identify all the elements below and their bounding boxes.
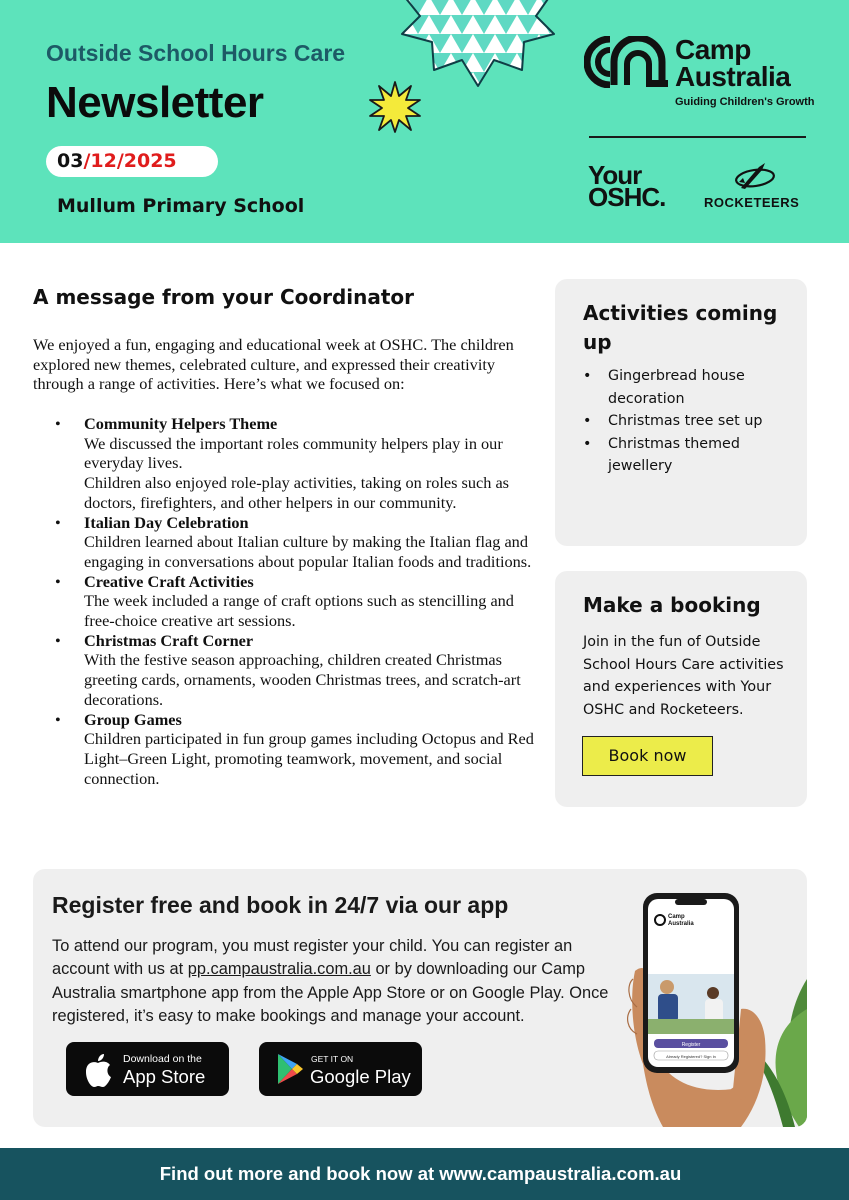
brand-tagline: Guiding Children's Growth (675, 96, 815, 108)
apple-big-label: App Store (123, 1066, 206, 1087)
book-now-button[interactable]: Book now (582, 736, 713, 776)
register-link[interactable]: pp.campaustralia.com.au (187, 960, 371, 979)
google-play-button[interactable] (259, 1042, 422, 1096)
your-oshc-logo (588, 160, 666, 212)
item-text: Children also enjoyed role-play activities, taking on roles such as doctors, firefighters, and other helpers in our community. (84, 473, 510, 512)
date-month-year: /12/2025 (83, 150, 177, 172)
phone-in-hand-image (623, 889, 807, 1127)
brand-name-line1: Camp (675, 34, 751, 65)
bullet-glyph: • (55, 414, 61, 433)
activity-label: Christmas themed jewellery (608, 435, 740, 474)
footer-link-text[interactable]: Find out more and book now at www.campaustralia.com.au (159, 1163, 682, 1184)
apple-icon (82, 1052, 114, 1088)
newsletter-subtitle: Outside School Hours Care (46, 40, 346, 66)
bullet-glyph: • (583, 413, 592, 429)
app-text-part2: or by downloading our Camp Australia smartphone app from the Apple App Store or on Google Play. Once registered, it’s easy to make bookings and manage your account. (52, 960, 609, 1026)
item-text: The week included a range of craft options such as stencilling and free-choice creative art sessions. (84, 591, 514, 631)
list-item (583, 365, 798, 410)
bullet-glyph: • (55, 630, 61, 650)
your-oshc-line2: OSHC. (588, 182, 666, 212)
phone-app-name-line1: Camp (668, 914, 685, 920)
focus-list (55, 414, 545, 788)
brand-name-line2: Australia (675, 61, 791, 92)
activities-card (555, 279, 807, 546)
item-text: Children participated in fun group games including Octopus and Red Light–Green Light, promoting teamwork, movement, and social connection. (84, 729, 534, 788)
activities-list (583, 365, 798, 478)
activity-label: Gingerbread house decoration (608, 368, 745, 407)
bullet-glyph: • (583, 368, 592, 384)
booking-text: Join in the fun of Outside School Hours Care activities and experiences with Your OSHC and Rocketeers. (583, 634, 784, 719)
item-heading: Christmas Craft Corner (84, 630, 254, 650)
header (0, 0, 849, 243)
item-heading: Community Helpers Theme (84, 414, 278, 433)
list-item (55, 513, 545, 572)
rocket-icon (731, 161, 777, 191)
google-big-label: Google Play (310, 1066, 411, 1087)
app-title: Register free and book in 24/7 via our app (52, 892, 509, 918)
apple-small-label: Download on the (123, 1053, 202, 1065)
item-heading: Italian Day Celebration (84, 512, 249, 532)
booking-card (555, 571, 807, 807)
sun-burst-icon (368, 80, 422, 134)
list-item (55, 572, 545, 631)
list-item (583, 433, 798, 478)
activity-label: Christmas tree set up (608, 413, 763, 429)
app-store-button[interactable] (66, 1042, 229, 1096)
phone-signin-label: Already Registered? Sign In (666, 1054, 716, 1059)
list-item (583, 410, 798, 433)
coordinator-intro: We enjoyed a fun, engaging and educational week at OSHC. The children explored new themes, celebrated culture, and expressed their creativity through a range of activities. Here’s what we focused on: (33, 335, 514, 393)
camp-australia-logo-icon (584, 36, 670, 88)
coordinator-title: A message from your Coordinator (33, 285, 415, 309)
bullet-glyph: • (55, 571, 61, 591)
phone-register-label: Register (681, 1042, 701, 1048)
camp-australia-name (675, 36, 790, 90)
bullet-glyph: • (55, 709, 61, 729)
bullet-glyph: • (583, 435, 592, 452)
your-oshc-line1: Your (588, 160, 642, 190)
item-heading: Creative Craft Activities (84, 571, 254, 591)
google-play-icon (275, 1052, 305, 1086)
header-divider (589, 136, 806, 138)
app-text-part1: To attend our program, you must register your child. You can register an account with us at (52, 937, 573, 979)
newsletter-date (46, 146, 218, 177)
rocketeers-logo: ROCKETEERS (704, 195, 800, 210)
booking-title: Make a booking (583, 593, 761, 617)
item-text: With the festive season approaching, children created Christmas greeting cards, ornaments, wooden Christmas trees, and scratch-art decorations. (84, 650, 521, 709)
app-section (33, 869, 807, 1127)
item-text: Children learned about Italian culture by making the Italian flag and engaging in conversations about popular Italian foods and traditions. (84, 532, 532, 571)
item-heading: Group Games (84, 709, 182, 729)
footer (0, 1148, 849, 1200)
phone-app-name-line2: Australia (668, 921, 694, 927)
bullet-glyph: • (55, 512, 61, 532)
newsletter-title: Newsletter (46, 78, 264, 127)
app-text (52, 935, 622, 1029)
date-day: 03 (57, 150, 84, 172)
list-item (55, 414, 545, 513)
list-item (55, 631, 545, 710)
triangle-star-icon (396, 0, 558, 88)
list-item (55, 710, 545, 789)
activities-title: Activities coming up (583, 301, 778, 354)
google-small-label: GET IT ON (311, 1054, 354, 1064)
item-text: We discussed the important roles community helpers play in our everyday lives. (84, 433, 503, 473)
school-name: Mullum Primary School (57, 195, 305, 217)
